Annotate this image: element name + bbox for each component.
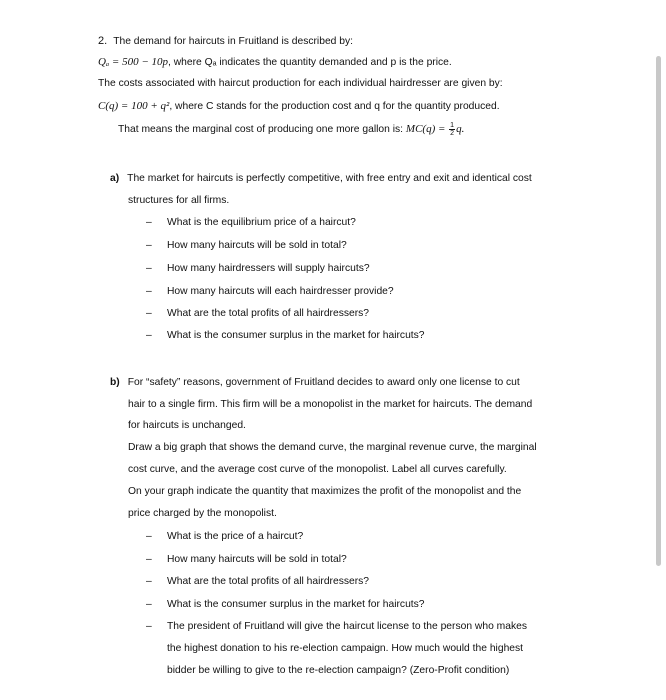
dash-marker: – [146,554,152,565]
mc-equation-lhs: MC(q) = [405,123,449,136]
part-b-text-3: for haircuts is unchanged. [128,420,246,431]
part-b-bullet-text: How many haircuts will be sold in total? [167,554,347,565]
marginal-cost-line [118,122,464,137]
part-b-bullet-text: The president of Fruitland will give the haircut license to the person who makes [167,621,528,632]
cost-equation: C(q) = 100 + q² [98,100,170,112]
dash-marker: – [146,576,152,587]
cost-intro: The costs associated with haircut production for each individual hairdresser are given by: [98,78,503,89]
part-a-label: a) [110,173,120,184]
dash-marker: – [146,531,152,542]
mc-equation-rhs: q. [456,123,465,136]
cost-description: , where C stands for the production cost and q for the quantity produced. [169,101,500,112]
part-a-bullet-text: What are the total profits of all hairdressers? [167,308,370,319]
part-b-text-7: price charged by the monopolist. [128,508,277,519]
part-a-bullet-text: What is the consumer surplus in the market for haircuts? [167,330,425,341]
part-b-text-2: hair to a single firm. This firm will be a monopolist in the market for haircuts. The demand [128,399,533,410]
demand-description: , where Qₐ indicates the quantity demanded and p is the price. [168,57,452,68]
part-b-text-1: For “safety” reasons, government of Fruitland decides to award only one license to cut [127,377,520,388]
part-a-text-2: structures for all firms. [128,195,230,206]
mc-text: That means the marginal cost of producing one more gallon is: [118,124,406,136]
part-b-text-4: Draw a big graph that shows the demand curve, the marginal revenue curve, the marginal [128,442,537,453]
part-a-bullet-text: How many haircuts will each hairdresser provide? [167,286,394,297]
part-b-bullet-continuation-1: the highest donation to his re-election campaign. How much would the highest [167,643,524,654]
question-header [98,34,353,49]
demand-equation: Qₐ = 500 − 10p [98,56,169,68]
mc-fraction [449,122,455,137]
question-number: 2. [98,35,108,47]
dash-marker: – [146,599,152,610]
part-a-bullet-text: How many hairdressers will supply haircuts? [167,263,370,274]
part-a-bullet-text: What is the equilibrium price of a haircut? [167,217,356,228]
part-b-bullet-continuation-2: bidder be willing to give to the re-election campaign? (Zero-Profit condition) [167,665,510,676]
part-a-line-1 [110,172,532,186]
part-a-text-1: The market for haircuts is perfectly competitive, with free entry and exit and identical cost [127,173,532,184]
part-a-bullet-text: How many haircuts will be sold in total? [167,240,347,251]
dash-marker: – [146,263,152,274]
cost-line [98,99,500,114]
part-b-text-5: cost curve, and the average cost curve of the monopolist. Label all curves carefully. [128,464,507,475]
mc-fraction-denominator: 2 [450,130,455,137]
part-b-line-1 [110,376,520,390]
demand-line [98,55,452,70]
part-b-text-6: On your graph indicate the quantity that maximizes the profit of the monopolist and the [128,486,522,497]
vertical-scrollbar[interactable] [656,56,661,566]
part-b-label: b) [110,377,120,388]
dash-marker: – [146,240,152,251]
part-b-bullet-text: What are the total profits of all hairdressers? [167,576,370,587]
dash-marker: – [146,621,152,632]
dash-marker: – [146,308,152,319]
part-b-bullet-text: What is the price of a haircut? [167,531,304,542]
part-b-bullet-text: What is the consumer surplus in the market for haircuts? [167,599,425,610]
mc-fraction-numerator: 1 [450,122,455,129]
dash-marker: – [146,330,152,341]
dash-marker: – [146,217,152,228]
dash-marker: – [146,286,152,297]
question-intro: The demand for haircuts in Fruitland is described by: [113,36,353,47]
